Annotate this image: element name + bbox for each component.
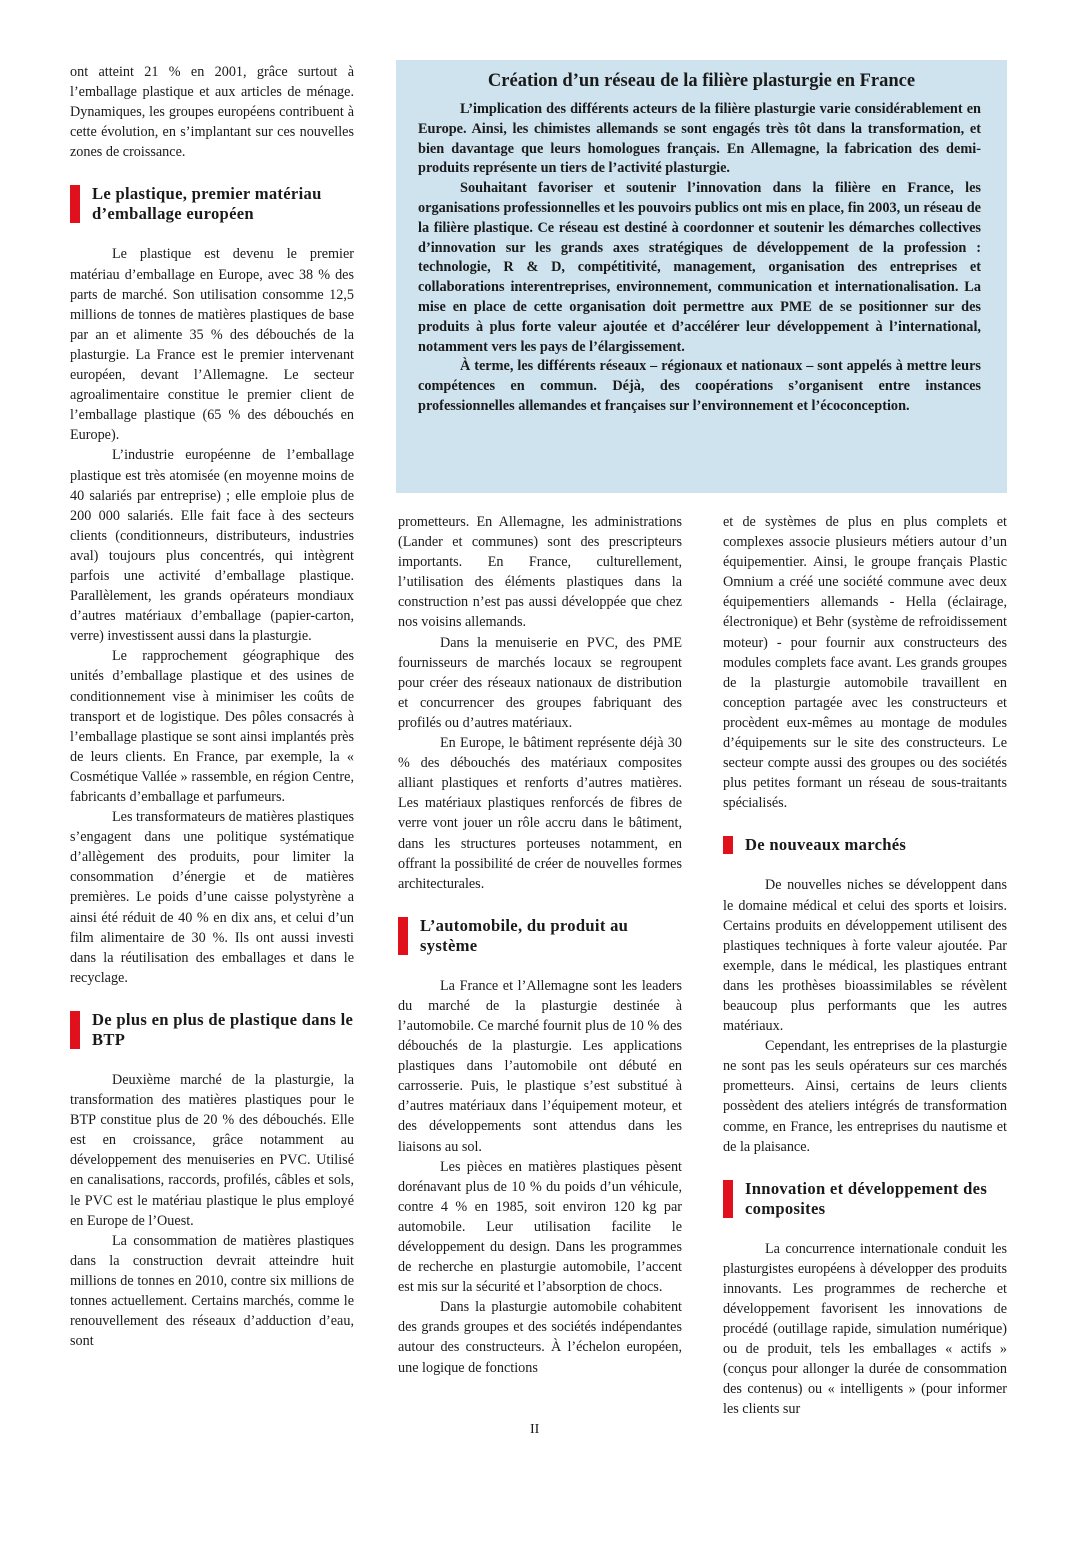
page-number: II <box>530 1422 540 1437</box>
heading-text: L’automobile, du produit au système <box>420 915 629 955</box>
paragraph: La consommation de matières plastiques dans la construction devrait atteindre huit millions de tonnes en 2010, contre six millions de tonnes actuellement. Certains marchés, comme le renouvellement des réseaux d’adduction d’eau, sont <box>70 1232 354 1350</box>
paragraph: L’implication des différents acteurs de la filière plasturgie varie considérablement en Europe. Ainsi, les chimistes allemands se sont engagés très tôt dans la transformation, et bien davantage que leurs homologues français. En Allemagne, la fabrication des demi-produits représente un tiers de l’activité plasturgie. <box>418 101 981 177</box>
paragraph: Le rapprochement géographique des unités d’emballage plastique et des usines de conditionnement vise à minimiser les coûts de transport et de logistique. Des pôles consacrés à l’emballage plastique se sont ainsi implantés près de leurs clients. En France, par exemple, la « Cosmétique Vallée » rassemble, en région Centre, fabricants d’emballage et parfumeurs. <box>70 648 354 805</box>
paragraph: prometteurs. En Allemagne, les administrations (Lander et communes) sont des prescripteurs importants. En France, culturellement, l’utilisation des éléments plastiques dans la construction n’est pas aussi développée que chez nos voisins allemands. <box>398 514 682 631</box>
paragraph: De nouvelles niches se développent dans le domaine médical et celui des sports et loisirs. Certains produits en développement utilisent des plastiques techniques à forte valeur ajoutée. Par exemple, dans le médical, les plastiques entrant dans les prothèses bioassimilables se révèlent beaucoup plus performants que les autres matériaux. <box>723 877 1007 1035</box>
section-heading-btp <box>70 1010 354 1050</box>
paragraph: Les transformateurs de matières plastiques s’engagent dans une politique systématique d’allègement des produits, pour limiter la consommation d’énergie et de matières premières. Le poids d’une caisse polystyrène a ainsi été réduit de 40 % en dix ans, et celui d’un film alimentaire de 30 %. Ils ont aussi investi dans la réutilisation des emballages et dans le recyclage. <box>70 809 354 986</box>
column-1 <box>70 62 354 1351</box>
paragraph: et de systèmes de plus en plus complets et complexes associe plusieurs métiers autour d’un équipementier. Ainsi, le groupe français Plastic Omnium a créé une société commune avec deux équipementiers allemands - Hella (éclairage, électronique) et Behr (système de refroidissement moteur) - pour fournir aux constructeurs des modules complets face avant. Les grands groupes de la plasturgie automobile travaillent en conception partagée avec les constructeurs et procèdent eux-mêmes au montage de modules d’équipements sur le site des constructeurs. Le secteur compte aussi des groupes ou des sociétés plus petites formant un réseau de sous-traitants spécialisés. <box>723 514 1007 812</box>
paragraph: À terme, les différents réseaux – régionaux et nationaux – sont appelés à mettre leurs compétences en commun. Déjà, des coopérations s’organisent entre instances professionnelles allemandes et françaises sur l’environnement et l’écoconception. <box>418 358 981 414</box>
section-heading-automobile <box>398 916 682 956</box>
paragraph: Dans la plasturgie automobile cohabitent des grands groupes et des sociétés indépendantes autour des constructeurs. À l’échelon européen, une logique de fonctions <box>398 1299 682 1376</box>
heading-marker <box>70 185 80 223</box>
paragraph: Souhaitant favoriser et soutenir l’innovation dans la filière en France, les organisations professionnelles et les pouvoirs publics ont mis en place, fin 2003, un réseau de la filière plastique. Ce réseau est destiné à coordonner et soutenir les démarches collectives d’innovation sur les grands axes stratégiques de développement de la profession : technologie, R & D, compétitivité, management, organisation des entreprises et collaborations interentreprises, environnement, communication et internationalisation. La mise en place de cette organisation doit permettre aux PME de se positionner sur des produits à plus forte valeur ajoutée et d’accélérer leur développement à l’international, notamment vers les pays de l’élargissement. <box>418 180 981 355</box>
section-heading-nouveaux-marches <box>723 835 1007 855</box>
section-heading-emballage <box>70 184 354 224</box>
info-box <box>396 60 1007 493</box>
paragraph: Dans la menuiserie en PVC, des PME fournisseurs de marchés locaux se regroupent pour créer des réseaux nationaux de distribution et concurrencer des groupes fabriquant des profilés ou d’autres matériaux. <box>398 634 682 731</box>
info-box-title: Création d’un réseau de la filière plasturgie en France <box>487 71 916 91</box>
paragraph: L’industrie européenne de l’emballage plastique est très atomisée (en moyenne moins de 40 salariés par entreprise) ; elle emploie plus de 200 000 salariés. Elle fait face à des secteurs clients (conditionneurs, distributeurs, industries aval) toujours plus concentrés, qui intègrent parfois une activité d’emballage plastique. Parallèlement, les grands opérateurs mondiaux d’autres matériaux d’emballage (papier-carton, verre) investissent aussi dans la plasturgie. <box>70 447 354 645</box>
paragraph: Deuxième marché de la plasturgie, la transformation des matières plastiques pour le BTP constitue plus de 20 % des débouchés. Elle est en croissance, grâce notamment au développement des menuiseries en PVC. Utilisé en canalisations, raccords, profilés, câbles et sols, le PVC est le matériau plastique le plus employé en Europe de l’Ouest. <box>70 1071 354 1229</box>
heading-text: Innovation et développement des composites <box>745 1178 988 1218</box>
column-3 <box>723 512 1007 1420</box>
paragraph: ont atteint 21 % en 2001, grâce surtout à l’emballage plastique et aux articles de ménage. Dynamiques, les groupes européens contribuent à cette évolution, en s’implantant sur ces nouvelles zones de croissance. <box>70 64 354 161</box>
paragraph: La concurrence internationale conduit les plasturgistes européens à développer des produits innovants. Les programmes de recherche et développement favorisent les innovations de procédé (outillage rapide, simulation numérique) ou de produit, tels les emballages « actifs » (conçus pour allonger la durée de consommation des contenus) ou « intelligents » (pour informer les clients sur <box>723 1240 1007 1418</box>
heading-text: Le plastique, premier matériau d’emballage européen <box>92 184 322 224</box>
heading-text: De nouveaux marchés <box>745 835 907 855</box>
paragraph: La France et l’Allemagne sont les leaders du marché de la plasturgie destinée à l’automobile. Ce marché fournit plus de 10 % des débouchés de la plasturgie. Les applications plastiques dans l’automobile ont débuté en carrosserie. Puis, le plastique s’est substitué à d’autres matériaux dans l’équipement moteur, et des développements sont attendus dans les liaisons au sol. <box>398 977 682 1155</box>
heading-marker <box>70 1011 80 1049</box>
column-2 <box>398 512 682 1378</box>
section-heading-composites <box>723 1179 1007 1219</box>
heading-marker <box>398 917 408 955</box>
heading-marker <box>723 836 733 854</box>
info-box-body <box>418 100 981 417</box>
heading-text: De plus en plus de plastique dans le BTP <box>92 1009 354 1049</box>
paragraph: Cependant, les entreprises de la plasturgie ne sont pas les seuls opérateurs sur ces marchés prometteurs. Ainsi, certains de leurs clients possèdent des ateliers intégrés de transformation comme, en France, les entreprises du nautisme et de la plaisance. <box>723 1038 1007 1155</box>
paragraph: Le plastique est devenu le premier matériau d’emballage en Europe, avec 38 % des parts de marché. Son utilisation consomme 12,5 millions de tonnes de matières plastiques de base par an et alimente 35 % des débouchés de la plasturgie. La France est le premier intervenant européen, devant l’Allemagne. Le secteur agroalimentaire constitue le premier client de l’emballage plastique (65 % des débouchés en Europe). <box>70 246 354 444</box>
heading-marker <box>723 1180 733 1218</box>
paragraph: En Europe, le bâtiment représente déjà 30 % des débouchés des matériaux composites alliant plastiques et renforts d’autres matières. Les matériaux plastiques renforcés de fibres de verre vont jouer un rôle accru dans le bâtiment, dans les structures porteuses notamment, en offrant la possibilité de créer de nouvelles formes architecturales. <box>398 735 682 892</box>
paragraph: Les pièces en matières plastiques pèsent dorénavant plus de 10 % du poids d’un véhicule, contre 4 % en 1985, soit environ 120 kg par automobile. Leur utilisation facilite le développement du design. Dans les programmes de recherche en plasturgie automobile, l’accent est mis sur la sécurité et l’absorption de chocs. <box>398 1158 682 1296</box>
